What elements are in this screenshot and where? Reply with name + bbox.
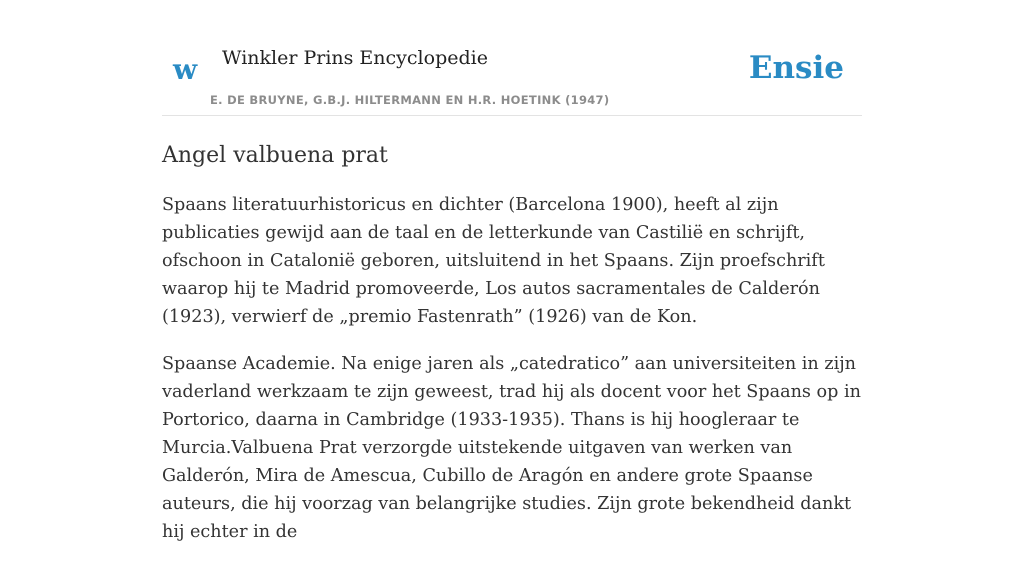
- winkler-prins-logo[interactable]: w: [173, 53, 198, 86]
- article-body: [162, 191, 862, 546]
- article-title: Angel valbuena prat: [162, 143, 388, 168]
- article-paragraph: Spaanse Academie. Na enige jaren als „catedratico” aan universiteiten in zijn vaderland werkzaam te zijn geweest, trad hij als docent voor het Spaans op in Portorico, daarna in Cambridge (1933-1935). Thans is hij hoogleraar te Murcia.Valbuena Prat verzorgde uitstekende uitgaven van werken van Galderón, Mira de Amescua, Cubillo de Aragón en andere grote Spaanse auteurs, die hij voorzag van belangrijke studies. Zijn grote bekendheid dankt hij echter in de: [162, 354, 861, 542]
- header: [162, 0, 862, 116]
- article-paragraph: Spaans literatuurhistoricus en dichter (Barcelona 1900), heeft al zijn publicaties gewijd aan de taal en de letterkunde van Castilië en schrijft, ofschoon in Catalonië geboren, uitsluitend in het Spaans. Zijn proefschrift waarop hij te Madrid promoveerde, Los autos sacramentales de Calderón (1923), verwierf de „premio Fastenrath” (1926) van de Kon.: [162, 195, 825, 327]
- article: [162, 141, 862, 546]
- ensie-logo[interactable]: Ensie: [748, 50, 844, 86]
- book-title: Winkler Prins Encyclopedie: [222, 47, 488, 69]
- book-authors: E. DE BRUYNE, G.B.J. HILTERMANN EN H.R. HOETINK (1947): [210, 93, 610, 107]
- page: [162, 0, 862, 565]
